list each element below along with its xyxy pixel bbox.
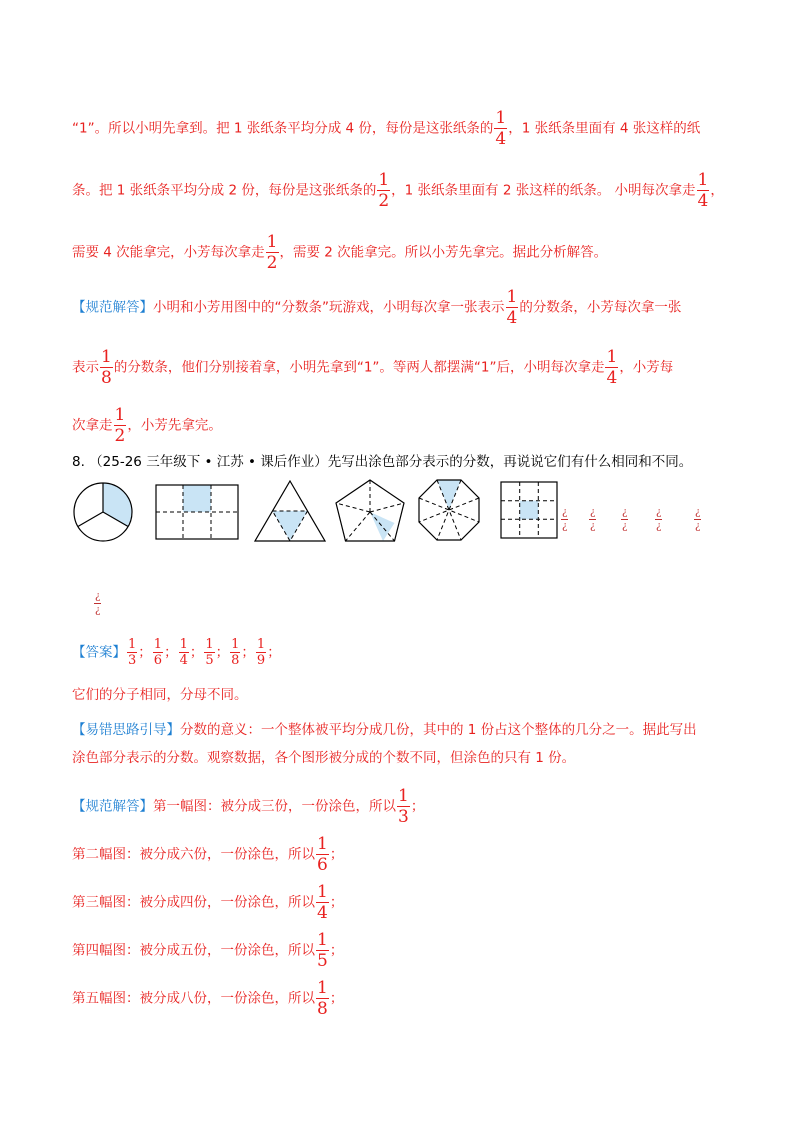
solution8-line5: 第五幅图：被分成八份，一份涂色，所以 $\frac{1}{8}$ ；	[72, 978, 344, 1019]
answer-blank[interactable]: ¿ ¿	[695, 507, 701, 532]
solution8-line1: 【规范解答】第一幅图：被分成三份，一份涂色，所以 $\frac{1}{3}$ ；	[72, 786, 425, 827]
hint8-line1: 【易错思路引导】分数的意义：一个整体被平均分成几份，其中的 1 份占这个整体的几分之一。据此写出	[72, 722, 697, 738]
fraction: $\frac{1}{2}$	[114, 405, 126, 446]
fraction: $\frac{1}{5}$	[317, 930, 328, 971]
fraction: $\frac{1}{4}$	[506, 287, 518, 328]
fraction: $\frac{1}{4}$	[495, 108, 507, 149]
fraction: $\frac{1}{6}$	[153, 637, 163, 668]
fraction: $\frac{1}{5}$	[205, 637, 214, 668]
answer8-line1: 【答案】 $\frac{1}{3}$ ； $\frac{1}{6}$ ； $\frac{1}{4}$ ； $\frac{1}{5}$ ； $\frac{1}{8}$ ； $\frac{1}{9}$ ；	[72, 637, 281, 668]
fraction: $\frac{1}{4}$	[317, 882, 328, 923]
fraction: $\frac{1}{8}$	[101, 347, 112, 388]
fraction: $\frac{1}{6}$	[317, 834, 328, 875]
answer-blank[interactable]: ¿ ¿	[622, 507, 628, 532]
figure-octagon-eighths	[417, 478, 481, 542]
fraction: $\frac{1}{3}$	[398, 786, 409, 827]
answer-blank[interactable]: ¿ ¿	[590, 507, 596, 532]
section-tag: 【规范解答】	[72, 798, 153, 815]
answer-blank[interactable]: ¿ ¿	[95, 591, 101, 616]
figure-triangle-quarters	[254, 480, 326, 542]
para1-line3: 需要 4 次能拿完，小芳每次拿走 $\frac{1}{2}$ ，需要 2 次能拿完。所以小芳先拿完。据此分析解答。	[72, 232, 608, 273]
fraction: $\frac{1}{8}$	[231, 637, 240, 668]
para1-line1: “1”。所以小明先拿到。把 1 张纸条平均分成 4 份，每份是这张纸条的 $\frac{1}{4}$ ，1 张纸条里面有 4 张这样的纸	[72, 108, 701, 149]
solution7-line2: 表示 $\frac{1}{8}$ 的分数条，他们分别接着拿，小明先拿到“1”。等两人都摆满“1”后，小明每次拿走 $\frac{1}{4}$ ，小芳每	[72, 347, 674, 388]
figure-square-ninths	[500, 481, 558, 539]
section-tag: 【规范解答】	[72, 299, 153, 316]
answer-blank[interactable]: ¿ ¿	[656, 507, 662, 532]
fraction: $\frac{1}{4}$	[179, 637, 188, 668]
section-tag: 【答案】	[72, 644, 126, 661]
fraction: $\frac{1}{4}$	[697, 170, 709, 211]
solution8-line3: 第三幅图：被分成四份，一份涂色，所以 $\frac{1}{4}$ ；	[72, 882, 344, 923]
figure-rectangle-sixths	[155, 484, 239, 540]
fraction: $\frac{1}{2}$	[378, 170, 390, 211]
question8-text: 8. （25-26 三年级下 • 江苏 • 课后作业）先写出涂色部分表示的分数，再说说它们有什么相同和不同。	[72, 454, 693, 470]
fraction: $\frac{1}{4}$	[606, 347, 618, 388]
answer-blank[interactable]: ¿ ¿	[562, 507, 568, 532]
para1-line2: 条。把 1 张纸条平均分成 2 份，每份是这张纸条的 $\frac{1}{2}$ ，1 张纸条里面有 2 张这样的纸条。 小明每次拿走 $\frac{1}{4}$ ，	[72, 170, 724, 211]
fraction: $\frac{1}{9}$	[256, 637, 266, 668]
solution7-line3: 次拿走 $\frac{1}{2}$ ，小芳先拿完。	[72, 405, 222, 446]
solution8-line4: 第四幅图：被分成五份，一份涂色，所以 $\frac{1}{5}$ ；	[72, 930, 344, 971]
fraction: $\frac{1}{8}$	[317, 978, 328, 1019]
section-tag: 【易错思路引导】	[72, 722, 180, 738]
fraction: $\frac{1}{3}$	[128, 637, 137, 668]
hint8-line2: 涂色部分表示的分数。观察数据，各个图形被分成的个数不同，但涂色的只有 1 份。	[72, 750, 576, 766]
fraction: $\frac{1}{2}$	[266, 232, 278, 273]
solution8-line2: 第二幅图：被分成六份，一份涂色，所以 $\frac{1}{6}$ ；	[72, 834, 344, 875]
figure-pentagon-fifths	[334, 478, 406, 544]
answer8-line2: 它们的分子相同，分母不同。	[72, 687, 248, 703]
solution7-line1: 【规范解答】小明和小芳用图中的“分数条”玩游戏，小明每次拿一张表示 $\frac{1}{4}$ 的分数条，小芳每次拿一张	[72, 287, 682, 328]
figure-circle-thirds	[72, 481, 134, 543]
